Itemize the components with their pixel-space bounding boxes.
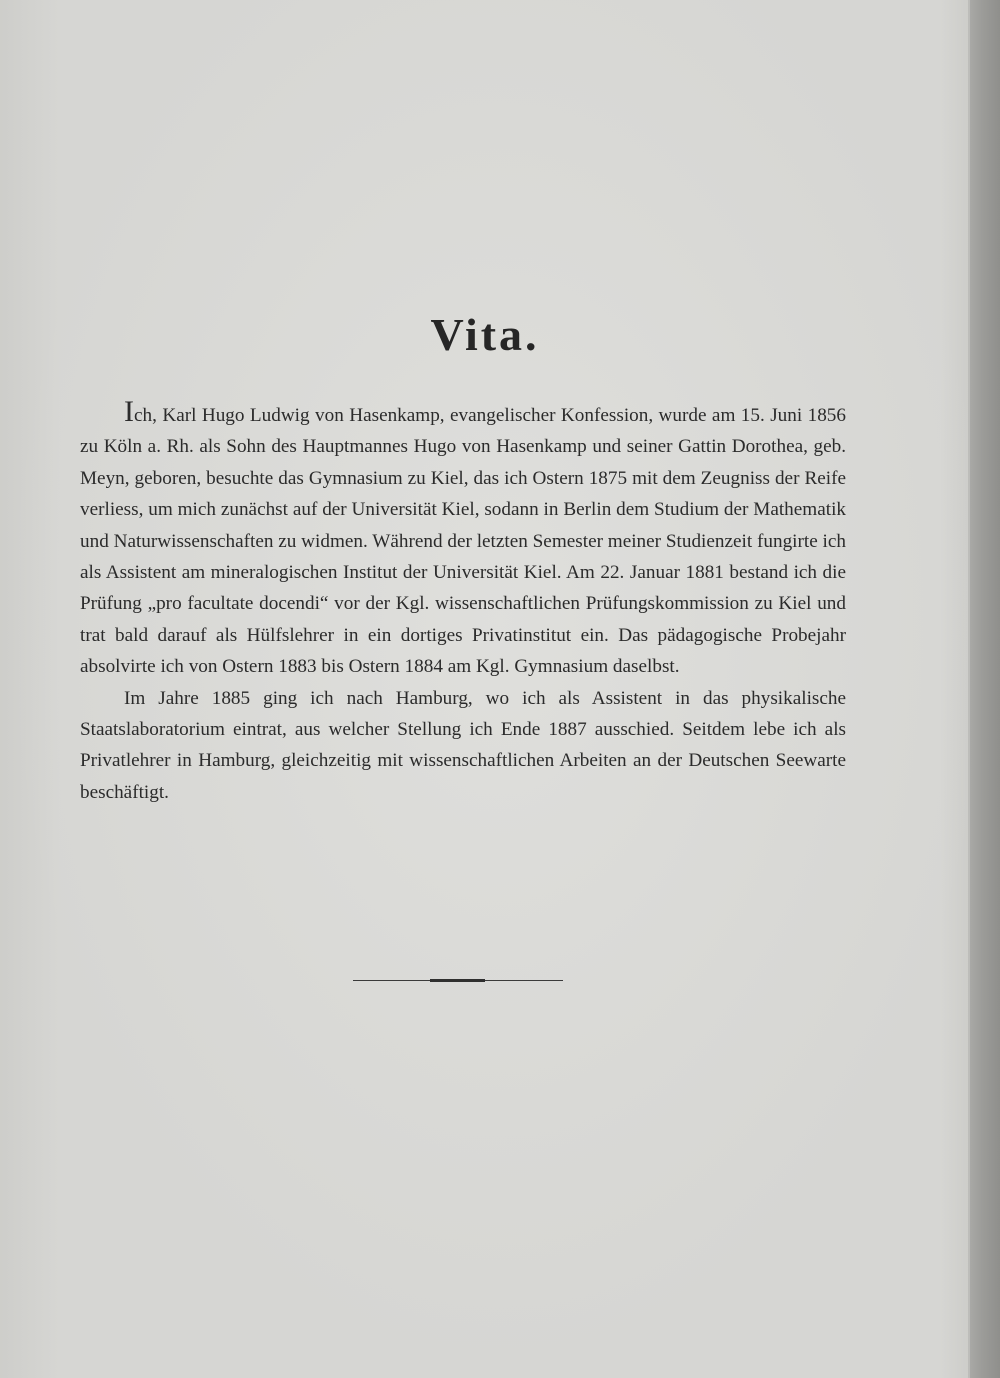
page-title: Vita. — [430, 309, 540, 360]
closing-rule-center — [430, 979, 485, 982]
paragraph-2: Im Jahre 1885 ging ich nach Hamburg, wo ich als Assistent in das physikalische Staatslaboratorium eintrat, aus welcher Stellung ich Ende 1887 ausschied. Seitdem lebe ich als Privatlehrer in Hamburg, gleichzeitig mit wissenschaftlichen Arbeiten an der Deutschen Seewarte beschäftigt. — [80, 687, 846, 803]
page-edge-shadow — [968, 0, 1000, 1378]
paragraph-1: Ich, Karl Hugo Ludwig von Hasenkamp, evangelischer Konfession, wurde am 15. Juni 1856 zu Köln a. Rh. als Sohn des Hauptmannes Hugo von Hasenkamp und seiner Gattin Dorothea, geb. Meyn, geboren, besuchte das Gymnasium zu Kiel, das ich Ostern 1875 mit dem Zeugniss der Reife verliess, um mich zunächst auf der Universität Kiel, sodann in Berlin dem Studium der Mathematik und Naturwissenschaften zu widmen. Während der letzten Semester meiner Studienzeit fungirte ich als Assistent am mineralogischen Institut der Universität Kiel. Am 22. Januar 1881 bestand ich die Prüfung „pro facultate docendi“ vor der Kgl. wissenschaftlichen Prüfungskommission zu Kiel und trat bald darauf als Hülfslehrer in ein dortiges Privatinstitut ein. Das pädagogische Probejahr absolvirte ich von Ostern 1883 bis Ostern 1884 am Kgl. Gymnasium daselbst. — [80, 395, 846, 678]
vita-text — [80, 396, 846, 808]
